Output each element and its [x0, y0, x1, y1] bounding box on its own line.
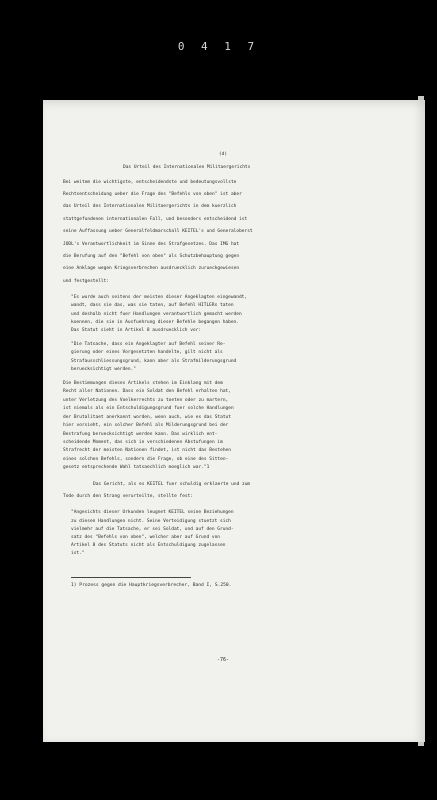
text-line: Strafausschliessungsgrund, kann aber als Strafmilderungsgrund: [71, 358, 237, 364]
text-line: stattgefundenen internationalen Fall, und besonders entscheidend ist: [63, 216, 248, 222]
text-line: "Es wurde auch seitens der meisten dieser Angeklagten eingewandt,: [71, 295, 248, 301]
text-line: beruecksichtigt werden.": [71, 366, 137, 372]
text-line: und deshalb nicht fuer Handlungen verantwortlich gemacht werden: [71, 311, 242, 317]
text-line: zu diesen Handlungen nicht. Seine Verteidigung stuetzt sich: [71, 518, 231, 524]
text-line: hier vorsieht, ein solcher Befehl als Milderungsgrund bei der: [63, 423, 229, 429]
text-line: eines solchen Befehls, sondern die Frage, ob eine des Sitten-: [63, 456, 229, 462]
text-line: eine Anklage wegen Kriegsverbrechen ausdruecklich zurueckgewiesen: [63, 266, 240, 272]
quote-block-1: [71, 294, 371, 335]
text-line: gierung oder eines Vorgesetzten handelte, gilt nicht als: [71, 350, 223, 356]
text-line: scheidende Moment, das sich in verschiedenen Abstufungen im: [63, 439, 223, 445]
text-line: JODL's Verantwortlichkeit im Sinne des Strafgesetzes. Das IMG hat: [63, 241, 240, 247]
text-line: koennen, die sie in Ausfuehrung dieser Befehle begangen haben.: [71, 319, 239, 325]
text-line: ist.": [71, 551, 85, 557]
text-line: Das Gericht, als es KEITEL fuer schuldig erklaerte und zum: [93, 481, 251, 487]
text-line: wandt, dass sie das, was sie taten, auf Befehl HITLERs taten: [71, 303, 234, 309]
page-number: -76-: [216, 656, 230, 663]
paragraph-intro: [63, 177, 383, 289]
text-line: Strafrecht der meisten Nationen findet, ist nicht das Bestehen: [63, 448, 231, 454]
text-line: gesetz entsprechende Wahl tatsaechlich moeglich war."1: [63, 465, 210, 471]
text-line: vielmehr auf die Tatsache, er sei Soldat, und auf den Grund-: [71, 526, 234, 532]
text-line: "Die Tatsache, dass ein Angeklagter auf Befehl seiner Re-: [71, 342, 226, 348]
text-line: Das Statut sieht in Artikel 8 ausdruecklich vor:: [71, 328, 202, 334]
text-line: Rechtsentscheidung ueber die Frage des "Befehls von oben" ist aber: [63, 192, 242, 197]
text-line: die Berufung auf den "Befehl von oben" als Schutzbehauptung gegen: [63, 254, 240, 260]
text-line: seine Auffassung ueber Generalfeldmarschall KEITEL's und Generaloberst: [63, 229, 253, 235]
paragraph-article-8: [63, 380, 383, 472]
footnote: 1) Prozess gegen die Hauptkriegsverbrecher, Band I, S.250.: [71, 582, 232, 588]
text-line: Bei weitem die wichtigste, entscheidendste und bedeutungsvollste: [63, 179, 237, 185]
text-line: und festgestellt:: [63, 278, 110, 284]
text-line: "Angesichts dieser Urkunden leugnet KEITEL seine Beziehungen: [71, 510, 234, 516]
text-line: Artikel 8 des Statuts nicht als Entschuldigung zugelassen: [71, 543, 226, 549]
text-line: satz des "Befehls von oben", welcher aber auf Grund von: [71, 534, 221, 540]
text-line: Tode durch den Strang verurteilte, stellte fest:: [63, 493, 194, 499]
footnote-rule: [71, 577, 191, 578]
text-line: Bestrafung beruecksichtigt werden kann. Das wirklich ent-: [63, 431, 218, 437]
text-line: Recht aller Nationen. Dass ein Soldat den Befehl erhalten hat,: [63, 389, 231, 395]
section-label: (d): [218, 152, 228, 157]
text-line: das Urteil des Internationalen Militaergerichts in dem kuerzlich: [63, 204, 237, 210]
section-heading: Das Urteil des Internationalen Militaergerichts: [123, 165, 251, 171]
quote-block-3: [71, 509, 371, 558]
text-line: unter Verletzung des Voelkerrechts zu toeten oder zu martern,: [63, 397, 229, 403]
text-line: ist niemals als ein Entschuldigungsgrund fuer solche Handlungen: [63, 406, 234, 412]
microfilm-frame-number: 0 4 1 7: [177, 40, 260, 53]
text-line: der Brutalitaet anerkannt worden, wenn auch, wie es das Statut: [63, 414, 231, 420]
text-line: Die Bestimmungen dieses Artikels stehen im Einklang mit dem: [63, 381, 223, 387]
paragraph-keitel: [63, 479, 383, 504]
quote-block-2: [71, 341, 371, 374]
page-text: [63, 150, 383, 665]
